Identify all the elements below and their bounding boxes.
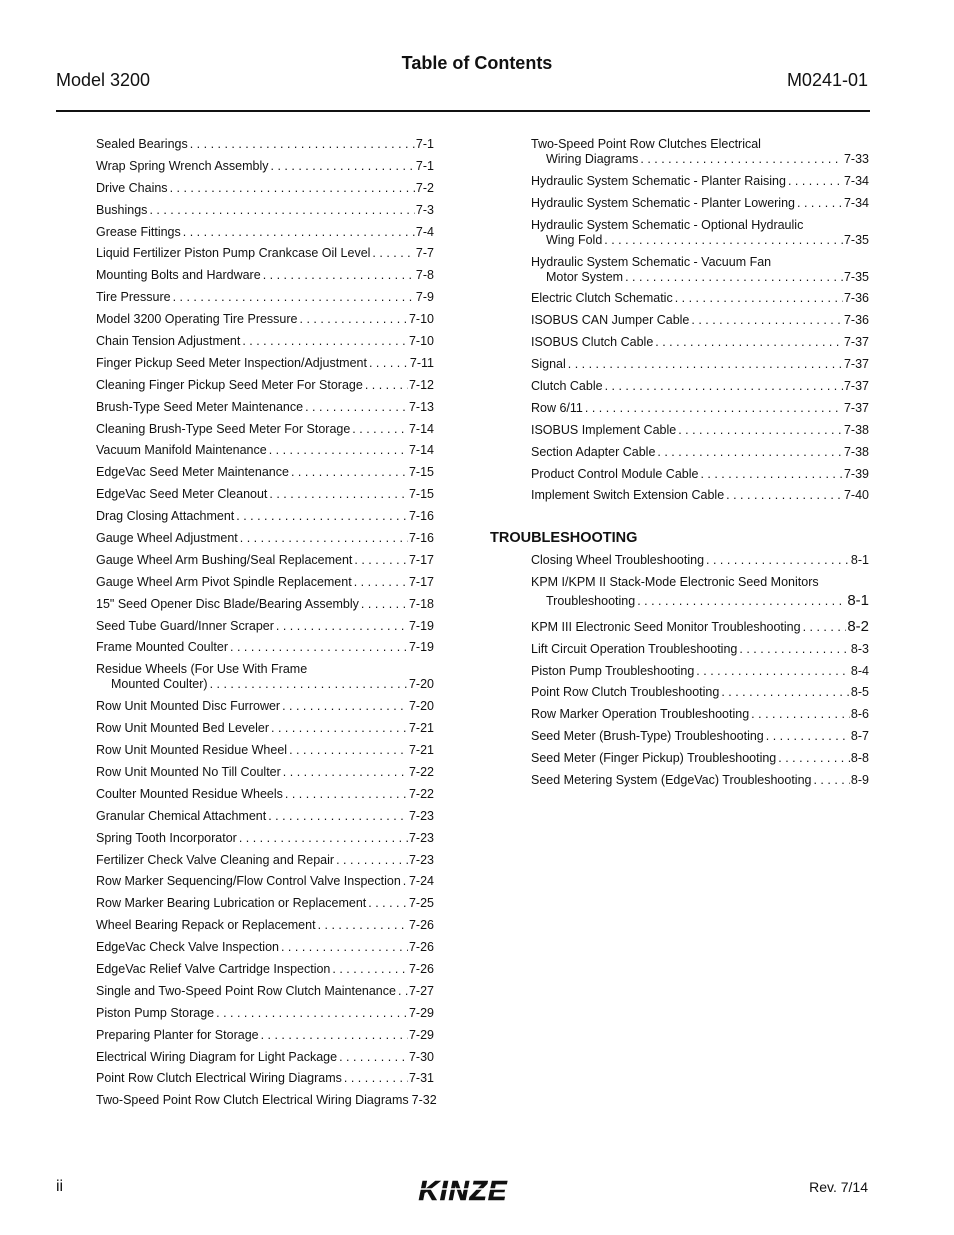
toc-entry-title: Wheel Bearing Repack or Replacement (96, 918, 316, 933)
toc-entry-page: 7-37 (843, 379, 869, 394)
toc-entry-title: Point Row Clutch Troubleshooting (531, 685, 720, 700)
dot-leader (334, 853, 408, 868)
toc-entry-title: Row Marker Operation Troubleshooting (531, 707, 750, 722)
toc-entry-title: Signal (531, 357, 566, 372)
dot-leader (214, 1006, 408, 1021)
toc-entry[interactable] (531, 357, 869, 372)
toc-entry[interactable] (531, 218, 869, 248)
toc-entry[interactable] (96, 787, 434, 802)
header-rule (56, 110, 870, 112)
dot-leader (279, 940, 408, 955)
toc-entry-title: ISOBUS CAN Jumper Cable (531, 313, 690, 328)
toc-entry[interactable] (96, 1093, 437, 1108)
toc-entry[interactable] (96, 225, 434, 240)
toc-entry-page: 8-3 (850, 641, 869, 656)
section-heading-troubleshooting: TROUBLESHOOTING (490, 530, 638, 546)
toc-entry[interactable] (96, 619, 434, 634)
toc-entry[interactable] (96, 1050, 434, 1065)
toc-entry-page: 7-7 (415, 246, 434, 261)
toc-entry-title: Single and Two-Speed Point Row Clutch Maintenance (96, 983, 396, 998)
toc-entry[interactable] (531, 401, 869, 416)
toc-entry-page: 7-25 (408, 896, 434, 911)
kinze-logo-icon (404, 1175, 522, 1205)
toc-entry[interactable] (96, 874, 434, 889)
toc-entry[interactable] (96, 721, 434, 736)
toc-entry-title: Row Unit Mounted Residue Wheel (96, 743, 288, 758)
dot-leader (352, 575, 408, 590)
toc-entry[interactable] (531, 291, 869, 306)
toc-entry-title: Seed Meter (Finger Pickup) Troubleshooting (531, 751, 777, 766)
toc-entry-title: Product Control Module Cable (531, 466, 699, 481)
toc-entry[interactable] (531, 729, 869, 744)
dot-leader (188, 137, 415, 152)
dot-leader (749, 707, 850, 722)
dot-leader (655, 445, 843, 460)
toc-entry-title: Row 6/11 (531, 400, 583, 415)
toc-entry-page: 7-30 (408, 1049, 434, 1064)
toc-entry-page: 7-29 (408, 1027, 434, 1042)
toc-entry-title: Hydraulic System Schematic - Vacuum Fan (531, 254, 772, 269)
dot-leader (566, 357, 843, 372)
toc-entry-page: 7-22 (408, 786, 434, 801)
toc-entry[interactable] (531, 773, 869, 788)
toc-entry[interactable] (96, 962, 434, 977)
toc-entry-title-continued: Mounted Coulter) (111, 677, 208, 692)
toc-entry-title: Drag Closing Attachment (96, 509, 235, 524)
dot-leader (602, 233, 843, 248)
toc-entry-title: Hydraulic System Schematic - Optional Hydraulic (531, 217, 804, 232)
toc-entry-page: 7-27 (408, 983, 434, 998)
toc-entry[interactable] (96, 422, 434, 437)
toc-entry-title: Mounting Bolts and Hardware (96, 268, 261, 283)
toc-entry-page: 7-11 (409, 355, 434, 370)
toc-entry-page: 7-31 (408, 1071, 434, 1086)
toc-entry-page: 7-10 (408, 312, 434, 327)
toc-entry-title-continued: Motor System (546, 269, 624, 284)
toc-entry-page: 7-3 (415, 202, 434, 217)
toc-entry-title: Preparing Planter for Storage (96, 1027, 259, 1042)
toc-entry-title: Fertilizer Check Valve Cleaning and Repair (96, 852, 335, 867)
toc-entry[interactable] (96, 334, 434, 349)
dot-leader (724, 488, 843, 503)
dot-leader (689, 313, 843, 328)
toc-entry-title: Bushings (96, 202, 148, 217)
toc-entry-page: 7-23 (408, 808, 434, 823)
toc-troubleshooting-list (531, 553, 869, 795)
dot-leader (330, 962, 408, 977)
document-number: M0241-01 (786, 70, 868, 90)
dot-leader (267, 487, 408, 502)
toc-entry-title: Brush-Type Seed Meter Maintenance (96, 399, 304, 414)
toc-entry-page: 7-15 (408, 487, 434, 502)
toc-entry-title: Cleaning Finger Pickup Seed Meter For Storage (96, 377, 363, 392)
dot-leader (259, 1028, 408, 1043)
toc-entry[interactable] (96, 853, 434, 868)
toc-entry[interactable] (531, 255, 869, 285)
toc-entry-title: Finger Pickup Seed Meter Inspection/Adjustment (96, 355, 367, 370)
dot-leader (623, 270, 843, 285)
dot-leader (694, 664, 850, 679)
toc-entry-page: 8-2 (847, 617, 869, 635)
toc-entry-title: Vacuum Manifold Maintenance (96, 443, 267, 458)
dot-leader (704, 553, 850, 568)
toc-entry[interactable] (96, 1071, 434, 1086)
dot-leader (274, 619, 408, 634)
toc-entry-page: 8-9 (850, 773, 869, 788)
toc-entry-page: 7-37 (843, 335, 869, 350)
toc-entry-title: Row Marker Bearing Lubrication or Replacement (96, 896, 367, 911)
toc-entry[interactable] (96, 312, 434, 327)
toc-entry-page: 7-2 (415, 180, 434, 195)
toc-entry-title: KPM III Electronic Seed Monitor Troubleshooting (531, 619, 801, 634)
toc-entry-title: Liquid Fertilizer Piston Pump Crankcase Oil Level (96, 246, 371, 261)
toc-entry-title: Lift Circuit Operation Troubleshooting (531, 641, 738, 656)
toc-entry-title: Gauge Wheel Arm Bushing/Seal Replacement (96, 552, 353, 567)
toc-entry-title: ISOBUS Clutch Cable (531, 335, 654, 350)
toc-entry-title: Gauge Wheel Arm Pivot Spindle Replacement (96, 574, 352, 589)
toc-entry[interactable] (531, 488, 869, 503)
toc-entry-page: 7-26 (408, 918, 434, 933)
logo-wordmark: KINZE (418, 1175, 508, 1205)
dot-leader (240, 334, 408, 349)
toc-entry[interactable] (96, 896, 434, 911)
dot-leader (287, 743, 408, 758)
toc-entry-page: 7-15 (408, 465, 434, 480)
toc-entry-title: KPM I/KPM II Stack-Mode Electronic Seed Monitors (531, 574, 819, 589)
toc-entry-page: 7-9 (415, 290, 434, 305)
toc-entry-page: 7-32 (411, 1093, 437, 1108)
toc-entry-page: 7-34 (843, 173, 869, 188)
toc-entry[interactable] (96, 400, 434, 415)
dot-leader (635, 590, 846, 612)
toc-entry-title: Gauge Wheel Adjustment (96, 531, 238, 546)
toc-entry[interactable] (96, 465, 434, 480)
page-number: ii (56, 1178, 64, 1195)
toc-entry-title: Sealed Bearings (96, 137, 188, 151)
toc-entry-page: 7-20 (408, 699, 434, 714)
toc-entry[interactable] (531, 313, 869, 328)
toc-entry[interactable] (531, 467, 869, 482)
toc-entry-page: 7-24 (408, 874, 434, 889)
dot-leader (366, 896, 408, 911)
toc-entry-page: 8-4 (850, 663, 869, 678)
toc-entry-page: 7-12 (408, 377, 434, 392)
dot-leader (719, 685, 850, 700)
toc-entry-page: 7-10 (408, 334, 434, 349)
dot-leader (316, 918, 408, 933)
toc-entry-page: 8-5 (850, 685, 869, 700)
dot-leader (359, 597, 408, 612)
toc-entry-page: 7-29 (408, 1005, 434, 1020)
dot-leader (583, 401, 843, 416)
dot-leader (208, 677, 408, 692)
toc-entry[interactable] (96, 487, 434, 502)
dot-leader (237, 831, 408, 846)
toc-entry-page: 7-17 (408, 574, 434, 589)
dot-leader (269, 159, 415, 174)
toc-entry[interactable] (531, 423, 869, 438)
toc-entry-page: 7-35 (843, 269, 869, 284)
toc-entry[interactable] (96, 1006, 434, 1021)
toc-entry[interactable] (96, 640, 434, 655)
toc-entry-page: 7-23 (408, 852, 434, 867)
toc-entry[interactable] (96, 743, 434, 758)
dot-leader (638, 152, 843, 167)
toc-entry[interactable] (96, 246, 434, 261)
toc-entry-page: 7-26 (408, 961, 434, 976)
dot-leader (786, 174, 843, 189)
dot-leader (269, 721, 408, 736)
toc-entry-page: 7-40 (843, 488, 869, 503)
toc-entry[interactable] (96, 137, 434, 152)
toc-entry-page: 7-39 (843, 466, 869, 481)
dot-leader (337, 1050, 408, 1065)
dot-leader (811, 773, 849, 788)
toc-entry-title: Chain Tension Adjustment (96, 334, 241, 349)
toc-entry-page: 7-8 (415, 268, 434, 283)
toc-entry-page: 7-13 (408, 399, 434, 414)
toc-entry-title: Seed Meter (Brush-Type) Troubleshooting (531, 729, 764, 744)
toc-entry-title: Grease Fittings (96, 224, 181, 239)
toc-entry-title-continued: Wiring Diagrams (546, 152, 639, 166)
toc-entry-title: Seed Metering System (EdgeVac) Troubleshooting (531, 773, 812, 788)
dot-leader (603, 379, 843, 394)
toc-entry-page: 7-21 (408, 721, 434, 736)
toc-entry-page: 7-37 (843, 400, 869, 415)
dot-leader (228, 640, 408, 655)
toc-entry[interactable] (96, 809, 434, 824)
toc-entry-title: Piston Pump Storage (96, 1005, 215, 1020)
toc-entry-page: 7-38 (843, 444, 869, 459)
dot-leader (776, 751, 850, 766)
toc-entry-page: 8-7 (850, 729, 869, 744)
dot-leader (676, 423, 843, 438)
dot-leader (698, 467, 843, 482)
toc-entry-title: Spring Tooth Incorporator (96, 830, 237, 845)
dot-leader (737, 642, 850, 657)
dot-leader (401, 874, 408, 889)
toc-entry-title: 15" Seed Opener Disc Blade/Bearing Assembly (96, 596, 359, 611)
toc-entry[interactable] (531, 575, 869, 612)
toc-entry-page: 7-4 (415, 224, 434, 239)
toc-entry[interactable] (531, 445, 869, 460)
toc-entry[interactable] (96, 831, 434, 846)
toc-entry-title: Seed Tube Guard/Inner Scraper (96, 618, 274, 633)
toc-entry[interactable] (96, 443, 434, 458)
dot-leader (303, 400, 408, 415)
toc-entry[interactable] (96, 181, 434, 196)
toc-entry-page: 7-36 (843, 313, 869, 328)
toc-entry-page: 7-36 (843, 291, 869, 306)
dot-leader (266, 809, 408, 824)
dot-leader (289, 465, 408, 480)
toc-entry-title: Hydraulic System Schematic - Planter Lowering (531, 195, 795, 210)
toc-entry-title: Granular Chemical Attachment (96, 808, 267, 823)
model-name: Model 3200 (56, 70, 151, 90)
toc-entry-title: Two-Speed Point Row Clutch Electrical Wiring Diagrams (96, 1093, 409, 1108)
dot-leader (370, 246, 415, 261)
toc-entry-title: Wrap Spring Wrench Assembly (96, 158, 269, 173)
toc-entry[interactable] (96, 1028, 434, 1043)
revision-label: Rev. 7/14 (809, 1179, 868, 1195)
toc-entry-title: Clutch Cable (531, 379, 603, 394)
toc-entry[interactable] (96, 662, 434, 692)
toc-entry[interactable] (531, 137, 869, 167)
dot-leader (281, 765, 408, 780)
dot-leader (367, 356, 409, 371)
toc-entry[interactable] (96, 597, 434, 612)
toc-entry[interactable] (96, 378, 434, 393)
toc-entry[interactable] (96, 765, 434, 780)
toc-entry-title: Point Row Clutch Electrical Wiring Diagrams (96, 1071, 342, 1086)
toc-entry-title: Piston Pump Troubleshooting (531, 663, 695, 678)
dot-leader (261, 268, 415, 283)
toc-entry-title: Cleaning Brush-Type Seed Meter For Storage (96, 421, 351, 436)
toc-entry-page: 8-1 (847, 591, 869, 609)
dot-leader (350, 422, 408, 437)
toc-entry-title: Model 3200 Operating Tire Pressure (96, 312, 298, 327)
toc-entry[interactable] (531, 174, 869, 189)
dot-leader (267, 443, 408, 458)
dot-leader (298, 312, 408, 327)
toc-right-column (531, 137, 869, 510)
toc-entry-title-continued: Wing Fold (546, 232, 603, 247)
toc-entry-page: 7-23 (408, 830, 434, 845)
toc-entry[interactable] (531, 335, 869, 350)
toc-entry[interactable] (96, 699, 434, 714)
dot-leader (764, 729, 850, 744)
toc-entry-page: 7-21 (408, 743, 434, 758)
toc-entry-page: 7-17 (408, 552, 434, 567)
toc-entry-title: ISOBUS Implement Cable (531, 422, 677, 437)
toc-entry-title: Row Marker Sequencing/Flow Control Valve Inspection (96, 874, 401, 889)
toc-entry-title: Row Unit Mounted Disc Furrower (96, 699, 281, 714)
toc-entry-page: 7-22 (408, 764, 434, 779)
toc-entry[interactable] (96, 918, 434, 933)
toc-entry-title: Row Unit Mounted No Till Coulter (96, 764, 281, 779)
toc-entry-title: Tire Pressure (96, 290, 171, 305)
dot-leader (342, 1071, 408, 1086)
toc-entry[interactable] (531, 707, 869, 722)
toc-entry-title: Hydraulic System Schematic - Planter Raising (531, 173, 786, 188)
toc-entry[interactable] (96, 509, 434, 524)
toc-entry[interactable] (531, 751, 869, 766)
dot-leader (396, 984, 408, 999)
toc-entry-page: 8-8 (850, 751, 869, 766)
toc-entry-title: Implement Switch Extension Cable (531, 488, 725, 503)
toc-entry[interactable] (96, 159, 434, 174)
toc-entry-page: 8-1 (850, 553, 869, 567)
toc-entry-page: 8-6 (850, 707, 869, 722)
dot-leader (283, 787, 408, 802)
dot-leader (147, 203, 414, 218)
toc-entry-title: Closing Wheel Troubleshooting (531, 553, 705, 567)
dot-leader (168, 181, 415, 196)
toc-entry[interactable] (96, 531, 434, 546)
toc-entry-title: Electrical Wiring Diagram for Light Package (96, 1049, 338, 1064)
toc-entry-page: 7-19 (408, 618, 434, 633)
dot-leader (238, 531, 408, 546)
toc-left-column (96, 137, 437, 1115)
toc-entry-title: Residue Wheels (For Use With Frame (96, 662, 308, 677)
toc-entry[interactable] (531, 619, 869, 635)
toc-entry-title: Drive Chains (96, 180, 168, 195)
toc-entry-page: 7-14 (408, 443, 434, 458)
toc-entry-title: EdgeVac Seed Meter Maintenance (96, 465, 289, 480)
toc-entry-page: 7-33 (843, 152, 869, 166)
toc-entry[interactable] (96, 356, 434, 371)
toc-entry-page: 7-16 (408, 531, 434, 546)
toc-entry-page: 7-26 (408, 940, 434, 955)
toc-entry-page: 7-1 (415, 158, 434, 173)
toc-entry[interactable] (531, 685, 869, 700)
toc-entry-title: Two-Speed Point Row Clutches Electrical (531, 137, 761, 151)
toc-entry-page: 7-18 (408, 596, 434, 611)
dot-leader (280, 699, 408, 714)
dot-leader (234, 509, 408, 524)
toc-entry[interactable] (531, 379, 869, 394)
toc-entry-page: 7-35 (843, 232, 869, 247)
toc-entry-title: EdgeVac Relief Valve Cartridge Inspection (96, 961, 331, 976)
dot-leader (171, 290, 415, 305)
dot-leader (363, 378, 408, 393)
toc-entry-title: Frame Mounted Coulter (96, 640, 229, 655)
toc-entry[interactable] (96, 290, 434, 305)
toc-entry[interactable] (96, 575, 434, 590)
toc-entry[interactable] (531, 642, 869, 657)
toc-entry-page: 7-16 (408, 509, 434, 524)
toc-entry-title: Electric Clutch Schematic (531, 291, 673, 306)
toc-entry-page: 7-14 (408, 421, 434, 436)
toc-entry[interactable] (531, 196, 869, 211)
toc-entry-page: 7-1 (415, 137, 434, 151)
toc-entry[interactable] (96, 553, 434, 568)
dot-leader (795, 196, 843, 211)
toc-entry-page: 7-37 (843, 357, 869, 372)
toc-entry[interactable] (96, 203, 434, 218)
dot-leader (673, 291, 843, 306)
toc-entry[interactable] (96, 984, 434, 999)
dot-leader (653, 335, 843, 350)
toc-entry[interactable] (531, 553, 869, 568)
toc-entry-page: 7-38 (843, 422, 869, 437)
toc-entry-page: 7-20 (408, 677, 434, 692)
toc-entry-page: 7-34 (843, 195, 869, 210)
page-title: Table of Contents (401, 53, 553, 73)
dot-leader (181, 225, 415, 240)
toc-entry-title-continued: Troubleshooting (546, 593, 636, 608)
toc-entry-title: EdgeVac Check Valve Inspection (96, 940, 279, 955)
toc-entry-title: EdgeVac Seed Meter Cleanout (96, 487, 268, 502)
dot-leader (801, 620, 847, 635)
toc-entry-title: Section Adapter Cable (531, 444, 656, 459)
toc-entry-page: 7-19 (408, 640, 434, 655)
toc-entry[interactable] (96, 940, 434, 955)
toc-entry-title: Coulter Mounted Residue Wheels (96, 786, 283, 801)
dot-leader (352, 553, 408, 568)
toc-entry[interactable] (531, 664, 869, 679)
toc-entry[interactable] (96, 268, 434, 283)
toc-entry-title: Row Unit Mounted Bed Leveler (96, 721, 270, 736)
